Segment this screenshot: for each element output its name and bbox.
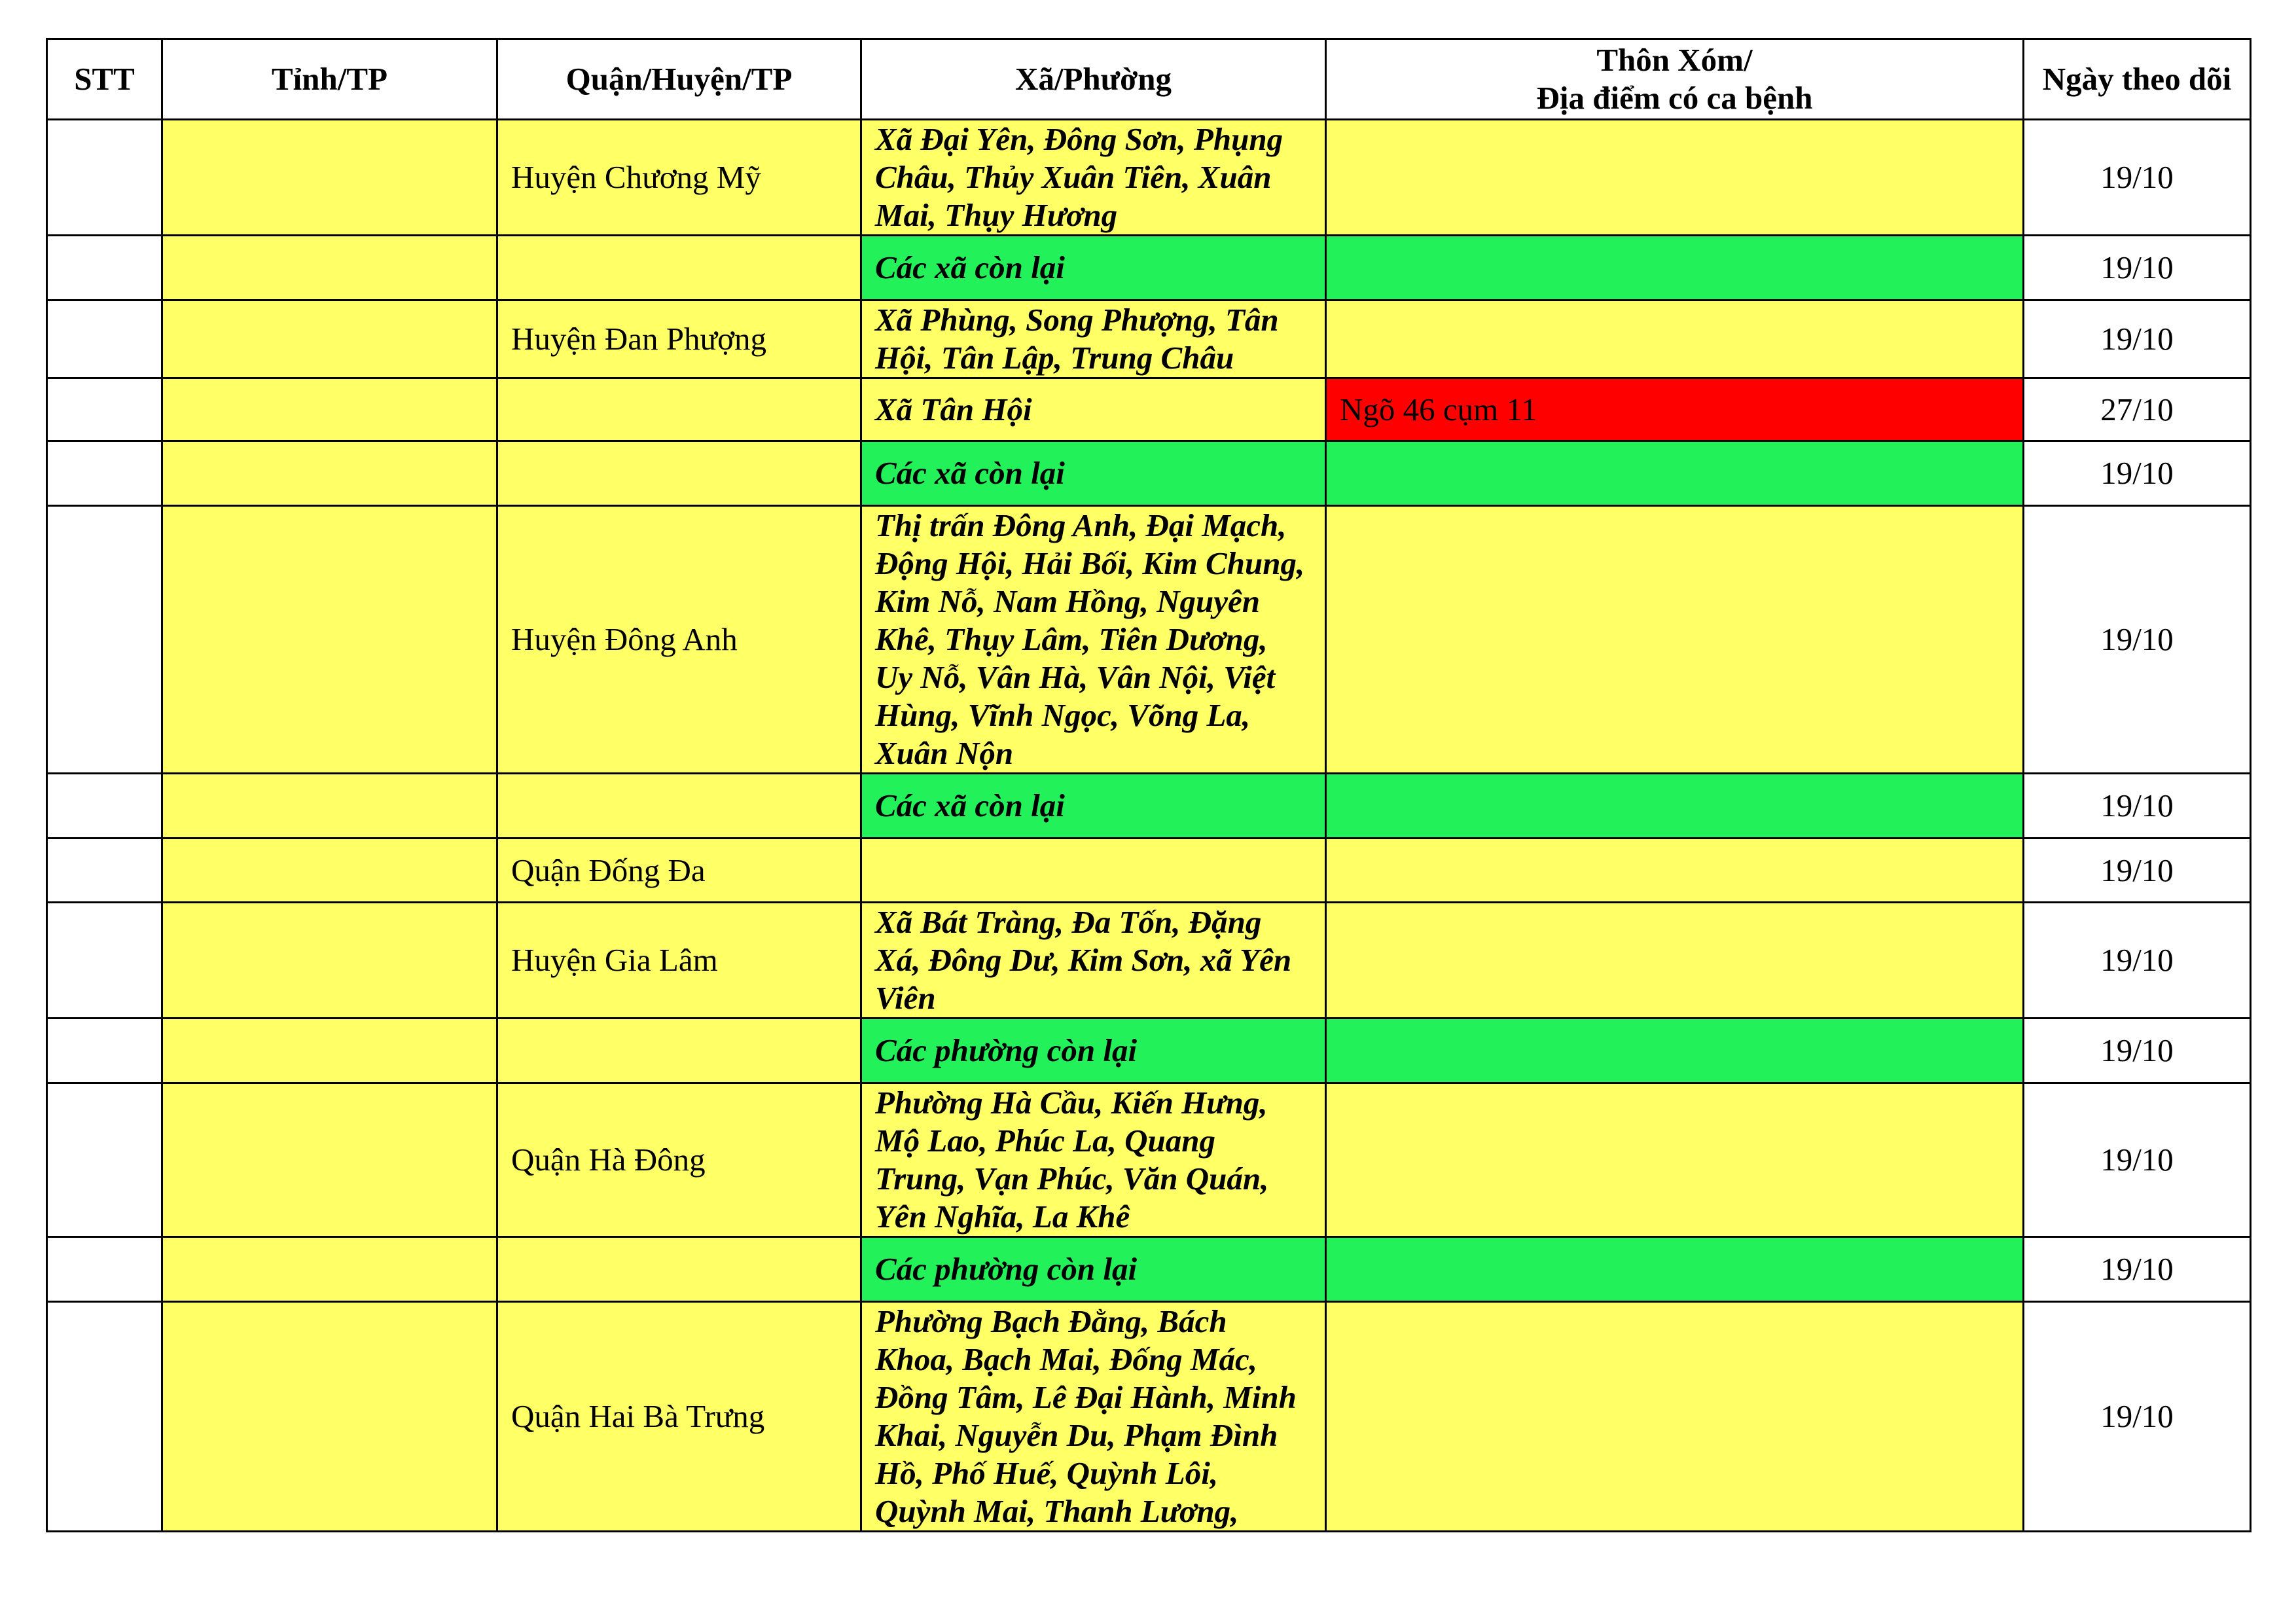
cell-quan: Quận Đống Đa [497, 839, 861, 903]
cell-quan [497, 236, 861, 300]
cell-tinh [162, 1019, 497, 1083]
cell-date: 19/10 [2024, 120, 2251, 236]
cell-date: 19/10 [2024, 506, 2251, 774]
cell-date: 19/10 [2024, 774, 2251, 839]
cell-stt [47, 1019, 162, 1083]
cell-tinh [162, 839, 497, 903]
cell-xa: Xã Đại Yên, Đông Sơn, Phụng Châu, Thủy Xuân Tiên, Xuân Mai, Thụy Hương [861, 120, 1326, 236]
cell-tinh [162, 1083, 497, 1237]
cell-tinh [162, 1302, 497, 1532]
table-row [47, 839, 2251, 903]
cell-stt [47, 1237, 162, 1302]
monitoring-table [46, 38, 2251, 1532]
cell-xa: Các phường còn lại [861, 1237, 1326, 1302]
table-row [47, 1237, 2251, 1302]
header-stt: STT [47, 39, 162, 120]
cell-thon [1326, 1019, 2024, 1083]
cell-date: 19/10 [2024, 1302, 2251, 1532]
header-thon-line2: Địa điểm có ca bệnh [1536, 80, 1813, 116]
cell-date: 19/10 [2024, 441, 2251, 506]
cell-xa: Các phường còn lại [861, 1019, 1326, 1083]
cell-xa: Các xã còn lại [861, 236, 1326, 300]
cell-quan: Huyện Đông Anh [497, 506, 861, 774]
cell-quan [497, 378, 861, 441]
cell-stt [47, 839, 162, 903]
cell-thon [1326, 903, 2024, 1019]
cell-stt [47, 236, 162, 300]
cell-quan [497, 441, 861, 506]
cell-stt [47, 378, 162, 441]
table-row [47, 903, 2251, 1019]
cell-quan: Quận Hà Đông [497, 1083, 861, 1237]
cell-stt [47, 300, 162, 378]
table-row [47, 378, 2251, 441]
cell-xa: Phường Bạch Đằng, Bách Khoa, Bạch Mai, Đống Mác, Đồng Tâm, Lê Đại Hành, Minh Khai, Nguyễn Du, Phạm Đình Hồ, Phố Huế, Quỳnh Lôi, Quỳnh Mai, Thanh Lương, [861, 1302, 1326, 1532]
table-row [47, 441, 2251, 506]
cell-tinh [162, 236, 497, 300]
cell-tinh [162, 120, 497, 236]
cell-stt [47, 441, 162, 506]
table-row [47, 236, 2251, 300]
cell-quan: Huyện Gia Lâm [497, 903, 861, 1019]
table-row [47, 1083, 2251, 1237]
cell-date: 19/10 [2024, 300, 2251, 378]
cell-thon [1326, 236, 2024, 300]
table-row [47, 1019, 2251, 1083]
cell-stt [47, 120, 162, 236]
cell-quan: Huyện Chương Mỹ [497, 120, 861, 236]
header-quan: Quận/Huyện/TP [497, 39, 861, 120]
table-row [47, 506, 2251, 774]
table-row [47, 120, 2251, 236]
header-ngay: Ngày theo dõi [2024, 39, 2251, 120]
cell-thon [1326, 1237, 2024, 1302]
cell-thon [1326, 300, 2024, 378]
cell-quan [497, 1237, 861, 1302]
header-row [47, 39, 2251, 120]
cell-thon [1326, 1302, 2024, 1532]
header-thon [1326, 39, 2024, 120]
cell-quan [497, 1019, 861, 1083]
table-row [47, 774, 2251, 839]
cell-stt [47, 1302, 162, 1532]
cell-thon [1326, 1083, 2024, 1237]
cell-date: 19/10 [2024, 839, 2251, 903]
header-tinh: Tỉnh/TP [162, 39, 497, 120]
cell-quan: Huyện Đan Phượng [497, 300, 861, 378]
cell-quan [497, 774, 861, 839]
cell-stt [47, 1083, 162, 1237]
cell-thon [1326, 506, 2024, 774]
cell-tinh [162, 378, 497, 441]
cell-thon [1326, 839, 2024, 903]
cell-quan: Quận Hai Bà Trưng [497, 1302, 861, 1532]
cell-date: 19/10 [2024, 1019, 2251, 1083]
cell-xa: Xã Tân Hội [861, 378, 1326, 441]
cell-tinh [162, 1237, 497, 1302]
cell-xa: Phường Hà Cầu, Kiến Hưng, Mộ Lao, Phúc La, Quang Trung, Vạn Phúc, Văn Quán, Yên Nghĩa, La Khê [861, 1083, 1326, 1237]
table-row [47, 300, 2251, 378]
cell-thon [1326, 441, 2024, 506]
header-xa: Xã/Phường [861, 39, 1326, 120]
cell-stt [47, 774, 162, 839]
cell-xa: Các xã còn lại [861, 441, 1326, 506]
cell-stt [47, 506, 162, 774]
cell-tinh [162, 903, 497, 1019]
cell-tinh [162, 300, 497, 378]
cell-xa: Các xã còn lại [861, 774, 1326, 839]
cell-stt [47, 903, 162, 1019]
cell-thon [1326, 120, 2024, 236]
cell-date: 27/10 [2024, 378, 2251, 441]
cell-date: 19/10 [2024, 903, 2251, 1019]
cell-thon [1326, 774, 2024, 839]
table-row [47, 1302, 2251, 1532]
cell-xa: Xã Phùng, Song Phượng, Tân Hội, Tân Lập, Trung Châu [861, 300, 1326, 378]
cell-tinh [162, 506, 497, 774]
cell-tinh [162, 441, 497, 506]
header-thon-line1: Thôn Xóm/ [1596, 42, 1753, 78]
cell-thon: Ngõ 46 cụm 11 [1326, 378, 2024, 441]
cell-date: 19/10 [2024, 1237, 2251, 1302]
cell-xa: Xã Bát Tràng, Đa Tốn, Đặng Xá, Đông Dư, Kim Sơn, xã Yên Viên [861, 903, 1326, 1019]
cell-xa [861, 839, 1326, 903]
cell-tinh [162, 774, 497, 839]
cell-xa: Thị trấn Đông Anh, Đại Mạch, Động Hội, Hải Bối, Kim Chung, Kim Nỗ, Nam Hồng, Nguyên Khê, Thụy Lâm, Tiên Dương, Uy Nỗ, Vân Hà, Vân Nội, Việt Hùng, Vĩnh Ngọc, Võng La, Xuân Nộn [861, 506, 1326, 774]
cell-date: 19/10 [2024, 236, 2251, 300]
cell-date: 19/10 [2024, 1083, 2251, 1237]
